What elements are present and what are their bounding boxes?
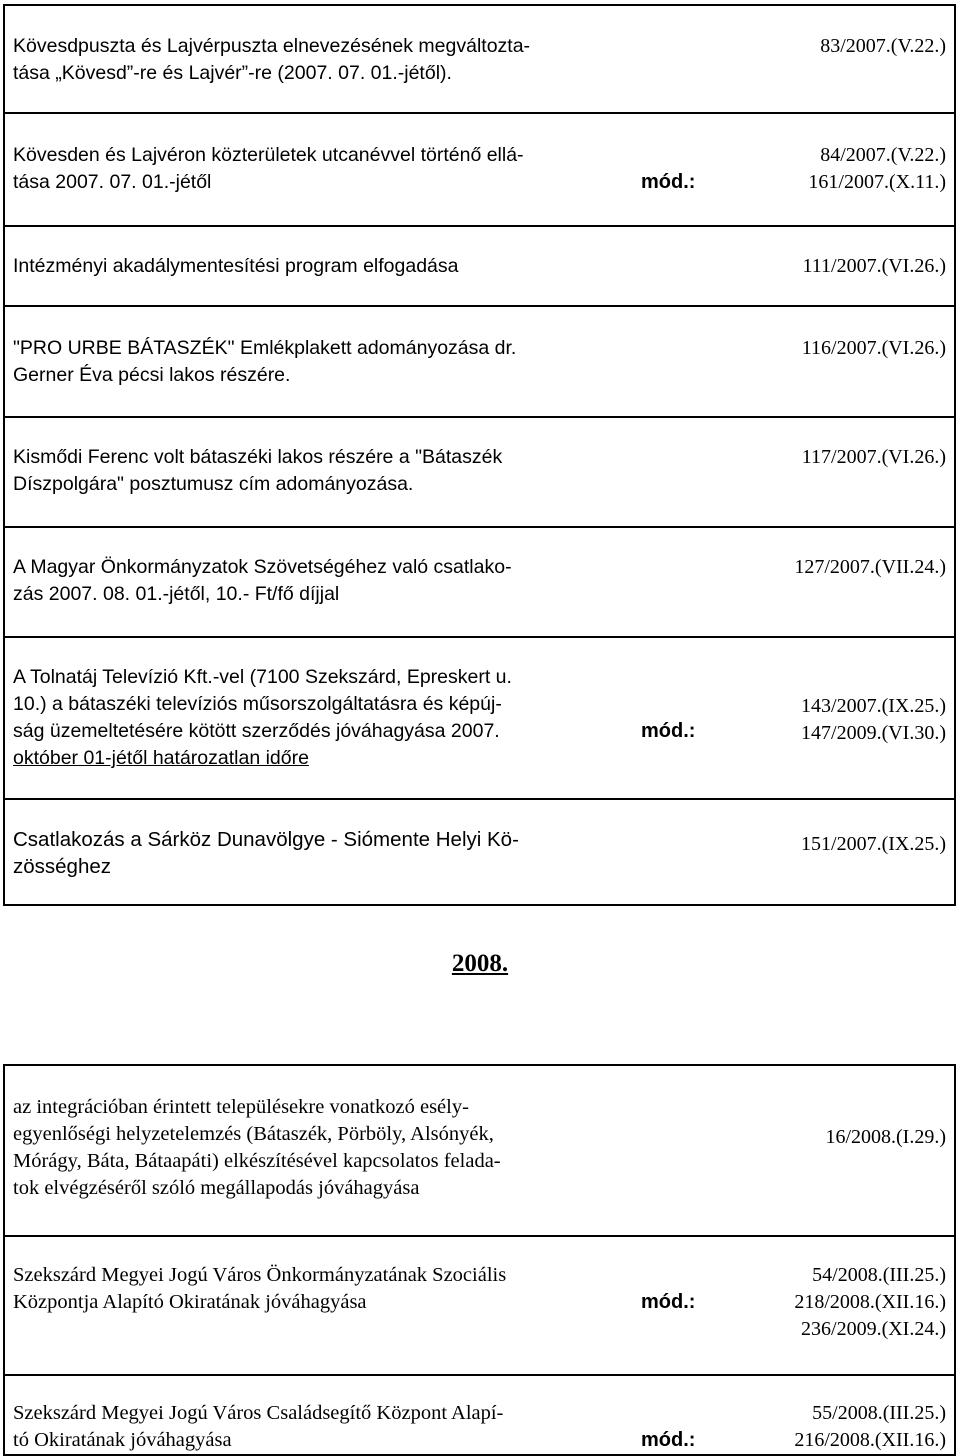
modification-label: mód.:: [641, 1291, 696, 1313]
resolution-refs: 84/2007.(V.22.) 161/2007.(X.11.): [808, 144, 946, 193]
table-row: [5, 416, 954, 526]
table-row: [5, 112, 954, 225]
resolution-refs: 143/2007.(IX.25.) 147/2009.(VI.30.): [801, 695, 946, 744]
table-row: [5, 1066, 954, 1235]
table-row: [5, 1374, 954, 1454]
row-description: A Tolnatáj Televízió Kft.-vel (7100 Szekszárd, Epreskert u. 10.) a bátaszéki televíziós műsorszolgáltatásra és képúj- ság üzemeltetésére kötött szerződés jóváhagyása 2007. október 01-jétől határozatlan időre: [13, 666, 512, 769]
table-row: [5, 6, 954, 112]
row-description: Kövesdpuszta és Lajvérpuszta elnevezésének megváltozta- tása „Kövesd”-re és Lajvér”-re (2007. 07. 01.-jétől).: [13, 35, 531, 84]
resolution-refs: 111/2007.(VI.26.): [802, 255, 946, 277]
row-description: Csatlakozás a Sárköz Dunavölgye - Siómente Helyi Kö- zösséghez: [13, 828, 519, 878]
row-description: az integrációban érintett településekre vonatkozó esély- egyenlőségi helyzetelemzés (Bátaszék, Pörböly, Alsónyék, Mórágy, Báta, Bátaapáti) elkészítésével kapcsolatos felada- tok elvégzéséről szóló megállapodás jóváhagyása: [13, 1096, 501, 1199]
table-row: [5, 526, 954, 636]
resolution-refs: 55/2008.(III.25.) 216/2008.(XII.16.): [794, 1402, 946, 1451]
resolution-refs: 83/2007.(V.22.): [820, 35, 946, 57]
table-row: [5, 1235, 954, 1374]
modification-label: mód.:: [641, 171, 696, 193]
modification-label: mód.:: [641, 720, 696, 742]
row-description: Kövesden és Lajvéron közterületek utcanévvel történő ellá- tása 2007. 07. 01.-jétől: [13, 144, 524, 193]
modification-label: mód.:: [641, 1429, 696, 1451]
resolution-refs: 117/2007.(VI.26.): [801, 446, 946, 468]
resolution-refs: 151/2007.(IX.25.): [801, 833, 946, 855]
resolution-refs: 54/2008.(III.25.) 218/2008.(XII.16.) 236/2009.(XI.24.): [794, 1264, 946, 1340]
table-row: [5, 305, 954, 416]
table-row: [5, 225, 954, 305]
resolution-refs: 127/2007.(VII.24.): [794, 556, 946, 578]
table-row: [5, 798, 954, 904]
table-row: [5, 636, 954, 798]
resolution-refs: 116/2007.(VI.26.): [801, 337, 946, 359]
resolutions-table-2008: [3, 1064, 956, 1456]
row-description: Intézményi akadálymentesítési program elfogadása: [13, 255, 459, 277]
resolutions-table-2007: [3, 4, 956, 906]
row-description: Szekszárd Megyei Jogú Város Önkormányzatának Szociális Központja Alapító Okiratának jóváhagyása: [13, 1264, 507, 1313]
row-description: Kismődi Ferenc volt bátaszéki lakos részére a "Bátaszék Díszpolgára" posztumusz cím adományozása.: [13, 446, 503, 495]
year-heading: 2008.: [451, 950, 509, 977]
resolution-refs: 16/2008.(I.29.): [825, 1126, 946, 1148]
row-description: "PRO URBE BÁTASZÉK" Emlékplakett adományozása dr. Gerner Éva pécsi lakos részére.: [13, 337, 517, 386]
row-description: A Magyar Önkormányzatok Szövetségéhez való csatlako- zás 2007. 08. 01.-jétől, 10.- Ft/fő díjjal: [13, 556, 512, 605]
row-description: Szekszárd Megyei Jogú Város Családsegítő Központ Alapí- tó Okiratának jóváhagyása: [13, 1402, 504, 1451]
